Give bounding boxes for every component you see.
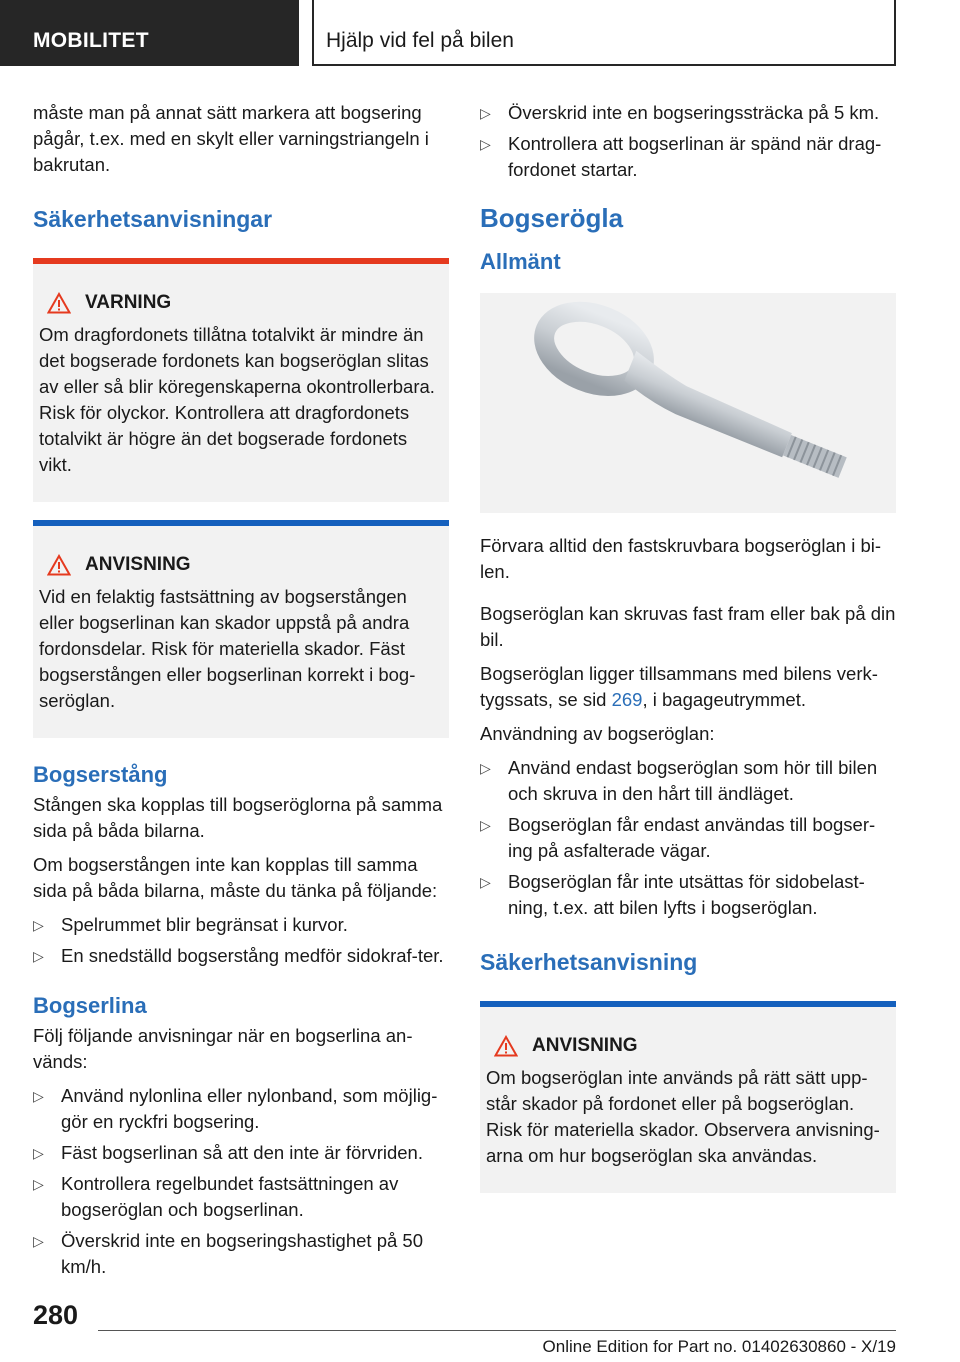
storage-paragraph: Förvara alltid den fastskruvbara bogseröglan i bi-len.: [480, 535, 882, 582]
triangle-bullet-icon: ▷: [480, 105, 491, 121]
tow-rope-list: [33, 1083, 449, 1280]
safety-heading-right: Säkerhetsanvisning: [480, 949, 698, 975]
tow-bar-paragraph-2: Om bogserstången inte kan kopplas till samma sida på båda bilarna, måste du tänka på följande:: [33, 854, 438, 901]
warning-title-text: VARNING: [85, 292, 172, 313]
left-column: [33, 100, 449, 1288]
safety-heading: Säkerhetsanvisningar: [33, 206, 273, 232]
footer-divider: [98, 1330, 896, 1331]
warning-triangle-icon: [47, 292, 71, 314]
edition-text: Online Edition for Part no. 01402630860 - X/19: [542, 1337, 896, 1356]
notice-triangle-icon: [47, 554, 71, 576]
usage-list: [480, 755, 896, 921]
section-label: MOBILITET: [0, 0, 299, 66]
list-item: ▷ Spelrummet blir begränsat i kurvor.: [33, 912, 449, 938]
tow-rope-paragraph: Följ följande anvisningar när en bogserlina an-vänds:: [33, 1025, 413, 1072]
notice-title-text-right: ANVISNING: [532, 1035, 638, 1056]
tow-bar-list: [33, 912, 449, 969]
notice-box-right: [480, 1001, 896, 1193]
triangle-bullet-icon: ▷: [33, 1145, 44, 1161]
list-item: ▷ Bogseröglan får inte utsättas för sidobelast-ning, t.ex. att bilen lyfts i bogseröglan.: [480, 871, 865, 918]
warning-title: [47, 290, 441, 316]
notice-triangle-icon: [494, 1035, 518, 1057]
page-number: 280: [33, 1300, 79, 1330]
list-item: ▷ Överskrid inte en bogseringshastighet på 50 km/h.: [33, 1230, 423, 1277]
notice-text-right: Om bogseröglan inte används på rätt sätt upp-står skador på fordonet eller på bogseröglan. Risk för materiella skador. Observera anvisning-arna om hur bogseröglan ska användas.: [486, 1067, 880, 1166]
notice-text: Vid en felaktig fastsättning av bogserstången eller bogserlinan kan skador uppstå på andra fordonsdelar. Risk för materiella skador. Fäst bogserstången eller bogserlinan korrekt i bog-seröglan.: [39, 586, 416, 711]
list-item: ▷ En snedställd bogserstång medför sidokraf-ter.: [33, 943, 449, 969]
triangle-bullet-icon: ▷: [33, 1176, 44, 1192]
tow-bar-heading: Bogserstång: [33, 762, 168, 787]
list-item: ▷ Använd endast bogseröglan som hör till bilen och skruva in den hårt till ändläget.: [480, 757, 878, 804]
notice-title-right: [494, 1033, 888, 1059]
triangle-bullet-icon: ▷: [480, 760, 491, 776]
tow-eye-image: [480, 293, 896, 513]
triangle-bullet-icon: ▷: [33, 948, 44, 964]
triangle-bullet-icon: ▷: [480, 817, 491, 833]
mount-paragraph: Bogseröglan kan skruvas fast fram eller bak på din bil.: [480, 603, 896, 650]
notice-title-text: ANVISNING: [85, 554, 191, 575]
list-item: ▷ Kontrollera att bogserlinan är spänd när drag-fordonet startar.: [480, 133, 882, 180]
toolkit-paragraph: Bogseröglan ligger tillsammans med bilens verk-tygssats, se sid 269, i bagageutrymmet.: [480, 663, 878, 710]
chapter-label: Hjälp vid fel på bilen: [312, 0, 896, 66]
list-item: ▷ Fäst bogserlinan så att den inte är förvriden.: [33, 1140, 449, 1166]
tow-eye-heading: Bogserögla: [480, 203, 624, 233]
tow-rope-heading: Bogserlina: [33, 993, 147, 1018]
triangle-bullet-icon: ▷: [480, 136, 491, 152]
triangle-bullet-icon: ▷: [33, 917, 44, 933]
usage-paragraph: Användning av bogseröglan:: [480, 723, 715, 744]
list-item: ▷ Överskrid inte en bogseringssträcka på 5 km.: [480, 100, 896, 126]
list-item: ▷ Använd nylonlina eller nylonband, som möjlig-gör en ryckfri bogsering.: [33, 1085, 438, 1132]
triangle-bullet-icon: ▷: [480, 874, 491, 890]
right-column: [480, 100, 896, 1211]
warning-text: Om dragfordonets tillåtna totalvikt är mindre än det bogserade fordonets kan bogseröglan slitas av eller så blir köregenskaperna okontrollerbara. Risk för olyckor. Kontrollera att dragfordonets totalvikt är högre än det bogserade fordonets vikt.: [39, 324, 435, 475]
notice-box: [33, 520, 449, 738]
general-heading: Allmänt: [480, 249, 561, 274]
warning-box: [33, 258, 449, 502]
intro-paragraph: måste man på annat sätt markera att bogsering pågår, t.ex. med en skylt eller varningstriangeln i bakrutan.: [33, 102, 429, 175]
tow-bar-paragraph-1: Stången ska kopplas till bogseröglorna på samma sida på båda bilarna.: [33, 794, 443, 841]
triangle-bullet-icon: ▷: [33, 1233, 44, 1249]
page-header: [0, 0, 960, 66]
tow-rope-list-continued: [480, 100, 896, 183]
triangle-bullet-icon: ▷: [33, 1088, 44, 1104]
list-item: ▷ Bogseröglan får endast användas till bogser-ing på asfalterade vägar.: [480, 814, 876, 861]
page-reference-link[interactable]: 269: [611, 689, 643, 710]
list-item: ▷ Kontrollera regelbundet fastsättningen av bogseröglan och bogserlinan.: [33, 1173, 399, 1220]
notice-title: [47, 552, 441, 578]
